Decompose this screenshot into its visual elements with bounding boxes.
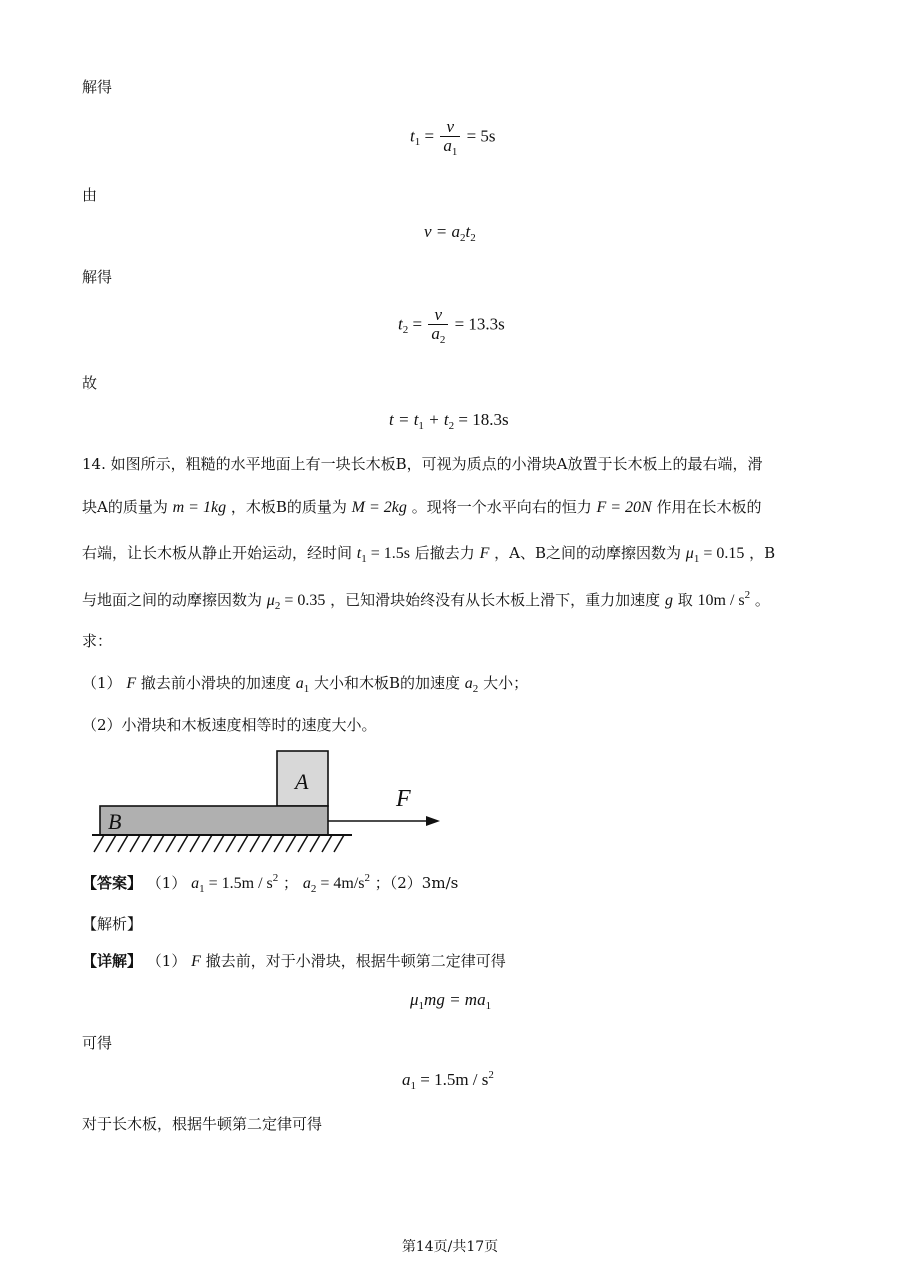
sub-question-2: （2）小滑块和木板速度相等时的速度大小。 [82, 716, 377, 734]
text-jiede-2: 解得 [82, 268, 113, 286]
physics-figure [86, 748, 456, 860]
equation-t1: $t_1$ = $\frac{v}{a_1}$ = 5s [410, 117, 496, 158]
equation-a1: $a_1 = 1.5m / s^2$ [402, 1069, 494, 1092]
text-jiede-1: 解得 [82, 78, 113, 96]
label-b: B [108, 809, 122, 834]
label-a: A [295, 769, 309, 794]
board-b [100, 806, 328, 835]
answer-line: 【答案】 （1） $a_1 = 1.5m / s^2$ ； $a_2 = 4m/s^2$ ；（2）3m/s [82, 872, 459, 895]
detail-line: 【详解】 （1） F 撤去前，对于小滑块，根据牛顿第二定律可得 [82, 952, 506, 970]
question-14-line-1: 14. 如图所示，粗糙的水平地面上有一块长木板B，可视为质点的小滑块A放置于长木板上的最右端，滑 [82, 455, 763, 473]
force-arrowhead [426, 816, 440, 826]
equation-mu1mg: $\mu_1mg = ma_1$ [410, 990, 492, 1012]
text-last: 对于长木板，根据牛顿第二定律可得 [82, 1115, 323, 1133]
text-you: 由 [82, 186, 98, 204]
equation-v: $v = a_2t_2$ [424, 222, 476, 244]
question-14-line-3: 右端，让长木板从静止开始运动，经时间 $t_1 = 1.5s$ 后撤去力 F ，A、B之间的动摩擦因数为 $\mu_1 = 0.15$ ，B [82, 544, 776, 565]
equation-t2: $t_2$ = $\frac{v}{a_2}$ = 13.3s [398, 305, 505, 346]
question-14-line-4: 与地面之间的动摩擦因数为 $\mu_2 = 0.35$ ，已知滑块始终没有从长木板上滑下，重力加速度 g 取 $10m / s^2$ 。 [82, 589, 770, 612]
label-f: F [396, 786, 411, 812]
ground-hatch [94, 835, 344, 852]
text-gu: 故 [82, 374, 98, 392]
page-footer: 第14页/共17页 [401, 1239, 499, 1255]
question-14-line-2: 块A的质量为 m = 1kg ，木板B的质量为 M = 2kg 。现将一个水平向右的恒力 F = 20N 作用在长木板的 [82, 498, 762, 516]
equation-t-total: $t = t_1 + t_2 = 18.3s$ [389, 410, 509, 432]
text-kede: 可得 [82, 1034, 113, 1052]
text-qiu: 求： [82, 632, 113, 650]
sub-question-1: （1） F 撤去前小滑块的加速度 $a_1$ 大小和木板B的加速度 $a_2$ 大小； [82, 674, 529, 695]
analysis-label: 【解析】 [82, 915, 143, 933]
